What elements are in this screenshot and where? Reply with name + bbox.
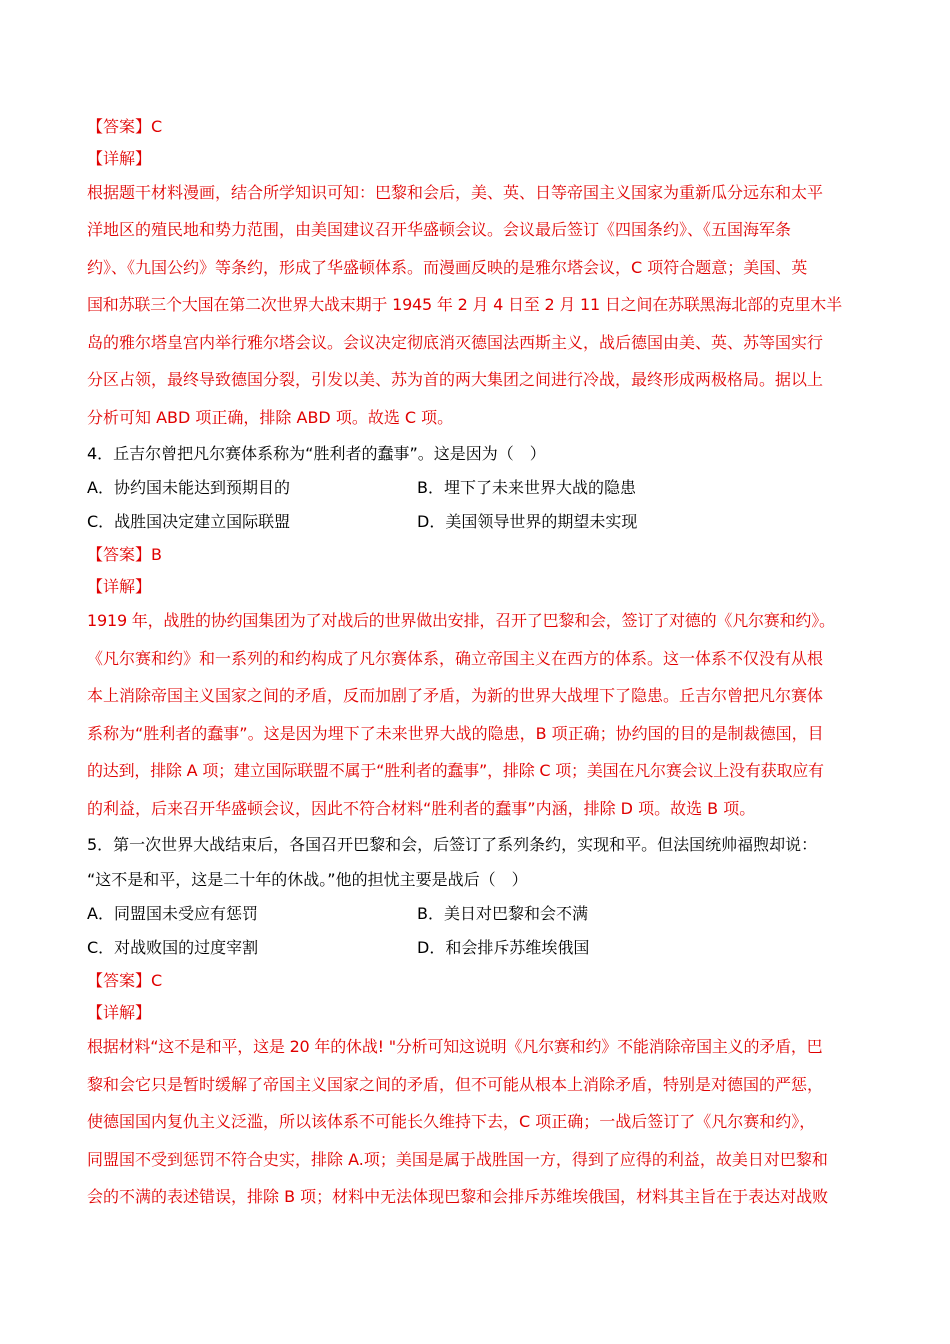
q5-explanation-line: 黎和会它只是暂时缓解了帝国主义国家之间的矛盾，但不可能从根本上消除矛盾，特别是对德国的严惩， bbox=[87, 1074, 824, 1094]
q4-stem: 4．丘吉尔曾把凡尔赛体系称为“胜利者的蠢事”。这是因为（ ） bbox=[87, 444, 546, 463]
q4-options-row-1 bbox=[87, 472, 867, 506]
q5-explanation-line: 同盟国不受到惩罚不符合史实，排除 A.项；美国是属于战胜国一方，得到了应得的利益，故美日对巴黎和 bbox=[87, 1149, 828, 1169]
q3-answer-text: 【答案】C bbox=[87, 116, 163, 136]
q3-explanation bbox=[87, 174, 867, 437]
q3-explanation-line: 根据题干材料漫画，结合所学知识可知：巴黎和会后，美、英、日等帝国主义国家为重新瓜分远东和太平 bbox=[87, 182, 824, 202]
q3-explanation-line: 分区占领，最终导致德国分裂，引发以美、苏为首的两大集团之间进行冷战，最终形成两极格局。据以上 bbox=[87, 370, 824, 390]
q4-explanation-line: 系称为“胜利者的蠢事”。这是因为埋下了未来世界大战的隐患，B 项正确；协约国的目的是制裁德国，目 bbox=[87, 723, 824, 743]
q4-explanation-line: 1919 年，战胜的协约国集团为了对战后的世界做出安排，召开了巴黎和会，签订了对德的《凡尔赛和约》。 bbox=[87, 611, 835, 631]
q5-detail-label-row bbox=[87, 998, 867, 1029]
q5-explanation bbox=[87, 1029, 867, 1217]
q5-options-row-1 bbox=[87, 898, 867, 932]
q5-explanation-line: 使德国国内复仇主义泛滥，所以该体系不可能长久维持下去，C 项正确；一战后签订了《凡尔赛和约》， bbox=[87, 1112, 816, 1132]
q3-explanation-line: 岛的雅尔塔皇宫内举行雅尔塔会议。会议决定彻底消灭德国法西斯主义，战后德国由美、英、苏等国实行 bbox=[87, 332, 824, 352]
q4-answer-text: 【答案】B bbox=[87, 545, 162, 564]
q5-option-b: B．美日对巴黎和会不满 bbox=[417, 904, 588, 924]
q4-detail-label-row bbox=[87, 572, 867, 603]
q3-explanation-line: 约》、《九国公约》等条约，形成了华盛顿体系。而漫画反映的是雅尔塔会议，C 项符合题意；美国、英 bbox=[87, 257, 808, 277]
q3-explanation-line: 分析可知 ABD 项正确，排除 ABD 项。故选 C 项。 bbox=[87, 407, 454, 427]
q5-answer-text: 【答案】C bbox=[87, 971, 163, 990]
q5-answer bbox=[87, 965, 867, 998]
q4-explanation bbox=[87, 603, 867, 828]
q5-explanation-line: 会的不满的表述错误，排除 B 项；材料中无法体现巴黎和会排斥苏维埃俄国，材料其主旨在于表达对战败 bbox=[87, 1187, 829, 1207]
q5-options-row-2 bbox=[87, 931, 867, 965]
q3-explanation-line: 国和苏联三个大国在第二次世界大战末期于 1945 年 2 月 4 日至 2 月 11 日之间在苏联黑海北部的克里木半 bbox=[87, 295, 842, 315]
q3-answer bbox=[87, 110, 867, 143]
q4-option-d: D．美国领导世界的期望未实现 bbox=[417, 511, 638, 531]
q5-option-d: D．和会排斥苏维埃俄国 bbox=[417, 937, 590, 957]
q4-explanation-line: 的达到，排除 A 项；建立国际联盟不属于“胜利者的蠢事”，排除 C 项；美国在凡尔赛会议上没有获取应有 bbox=[87, 761, 824, 781]
q4-answer bbox=[87, 539, 867, 572]
q4-explanation-line: 的利益，后来召开华盛顿会议，因此不符合材料“胜利者的蠢事”内涵，排除 D 项。故选 B 项。 bbox=[87, 798, 756, 818]
q5-option-a: A．同盟国未受应有惩罚 bbox=[87, 904, 258, 924]
q4-option-b: B．埋下了未来世界大战的隐患 bbox=[417, 478, 636, 498]
q4-detail-label: 【详解】 bbox=[87, 577, 152, 596]
q5-explanation-line: 根据材料“这不是和平，这是 20 年的休战! "分析可知这说明《凡尔赛和约》不能消除帝国主义的矛盾，巴 bbox=[87, 1037, 823, 1057]
q4-explanation-line: 本上消除帝国主义国家之间的矛盾，反而加剧了矛盾，为新的世界大战埋下了隐患。丘吉尔曾把凡尔赛体 bbox=[87, 686, 824, 706]
q3-detail-label-row bbox=[87, 143, 867, 174]
q3-detail-label: 【详解】 bbox=[87, 148, 152, 168]
q4-option-a: A．协约国未能达到预期目的 bbox=[87, 478, 290, 498]
q5-stem-line: “这不是和平，这是二十年的休战。”他的担忧主要是战后（ ） bbox=[87, 870, 528, 889]
q3-explanation-line: 洋地区的殖民地和势力范围，由美国建议召开华盛顿会议。会议最后签订《四国条约》、《五国海军条 bbox=[87, 220, 792, 240]
q4-options-row-2 bbox=[87, 505, 867, 539]
q5-detail-label: 【详解】 bbox=[87, 1003, 152, 1022]
q4-explanation-line: 《凡尔赛和约》和一系列的和约构成了凡尔赛体系，确立帝国主义在西方的体系。这一体系不仅没有从根 bbox=[87, 648, 824, 668]
q5-option-c: C．对战败国的过度宰割 bbox=[87, 937, 259, 957]
document-page bbox=[87, 110, 867, 1216]
q5-stem-line: 5．第一次世界大战结束后，各国召开巴黎和会，后签订了系列条约，实现和平。但法国统帅福煦却说： bbox=[87, 835, 818, 854]
q4-option-c: C．战胜国决定建立国际联盟 bbox=[87, 511, 291, 531]
